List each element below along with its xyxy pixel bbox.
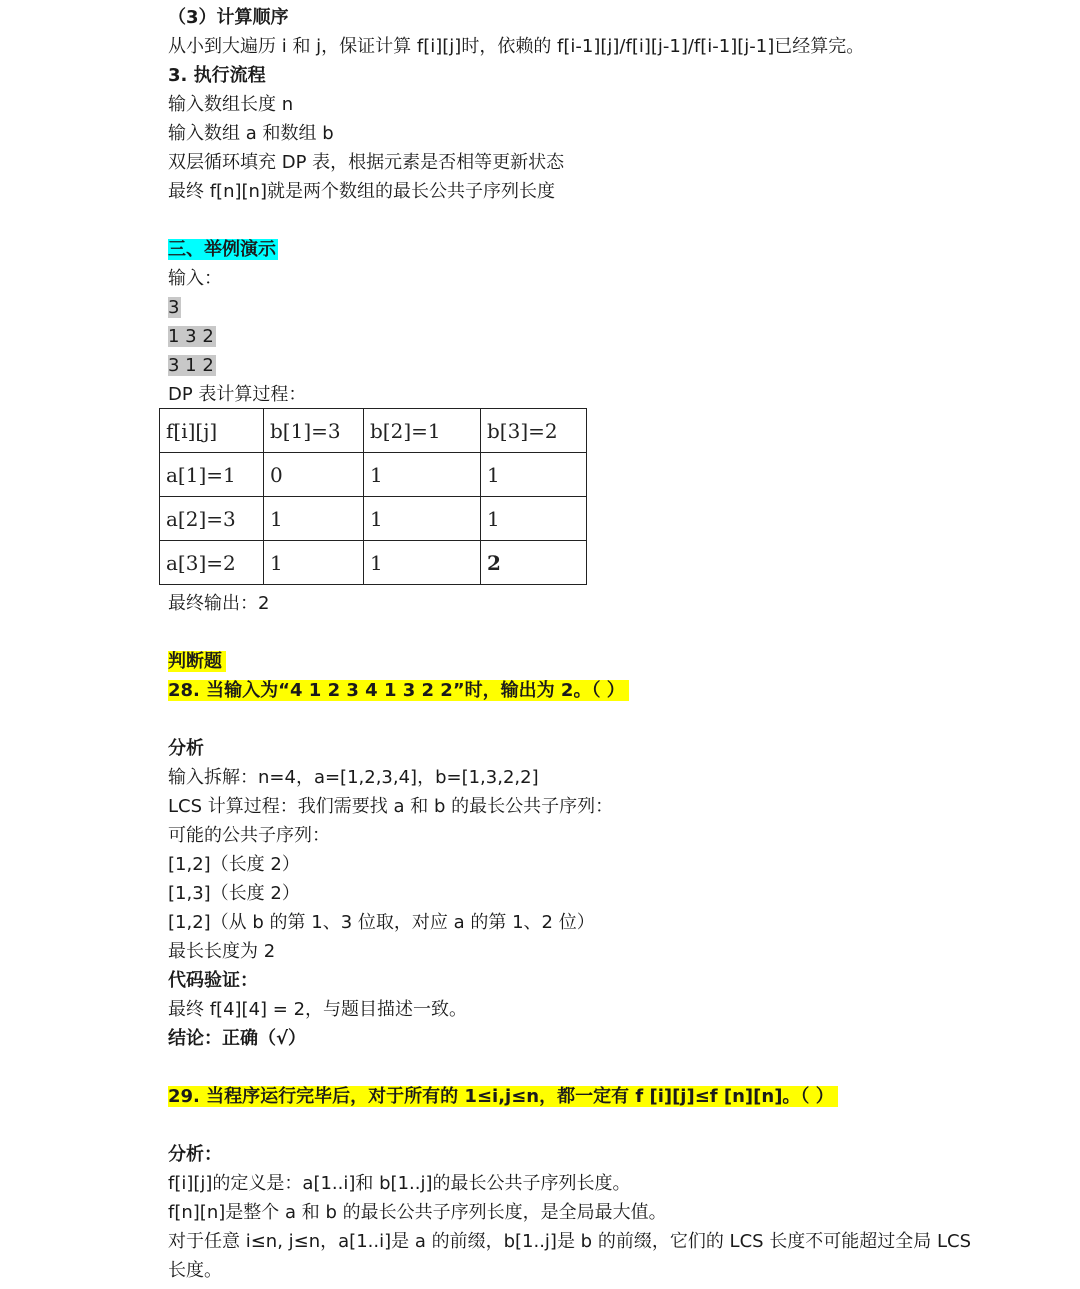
section-heading-judgement bbox=[168, 649, 226, 675]
paragraph-text: 可能的公共子序列： bbox=[168, 825, 330, 846]
paragraph-text: 输入： bbox=[168, 268, 222, 289]
heading-text: 分析 bbox=[168, 738, 204, 759]
paragraph-text: 长度。 bbox=[168, 1260, 222, 1281]
paragraph-text: [1,3]（长度 2） bbox=[168, 883, 300, 904]
table-cell: a[1]=1 bbox=[160, 453, 264, 497]
paragraph-line bbox=[168, 852, 300, 878]
paragraph-line bbox=[168, 34, 864, 60]
paragraph-text: [1,2]（从 b 的第 1、3 位取，对应 a 的第 1、2 位） bbox=[168, 912, 595, 933]
paragraph-text: f[n][n]是整个 a 和 b 的最长公共子序列长度，是全局最大值。 bbox=[168, 1202, 667, 1223]
input-sample-line bbox=[168, 324, 216, 350]
table-cell: 1 bbox=[481, 453, 587, 497]
paragraph-line bbox=[168, 179, 555, 205]
paragraph-text: LCS 计算过程：我们需要找 a 和 b 的最长公共子序列： bbox=[168, 796, 614, 817]
analysis-heading bbox=[168, 736, 204, 762]
final-output-text: 最终输出：2 bbox=[168, 593, 270, 614]
paragraph-line bbox=[168, 1229, 971, 1255]
paragraph-line bbox=[168, 1200, 667, 1226]
highlighted-heading: 判断题 bbox=[168, 651, 226, 672]
paragraph-line bbox=[168, 881, 300, 907]
paragraph-text: 输入拆解：n=4，a=[1,2,3,4]，b=[1,3,2,2] bbox=[168, 767, 539, 788]
paragraph-text: 最长长度为 2 bbox=[168, 941, 276, 962]
conclusion-line bbox=[168, 1026, 306, 1052]
section-heading-example bbox=[168, 237, 278, 263]
paragraph-text: 双层循环填充 DP 表，根据元素是否相等更新状态 bbox=[168, 152, 565, 173]
section-heading-calc-order bbox=[168, 5, 289, 31]
highlighted-heading: 三、举例演示 bbox=[168, 239, 276, 260]
paragraph-text: 从小到大遍历 i 和 j，保证计算 f[i][j]时，依赖的 f[i-1][j]/f[i][j-1]/f[i-1][j-1]已经算完。 bbox=[168, 36, 865, 57]
table-row bbox=[160, 541, 587, 585]
paragraph-line bbox=[168, 92, 293, 118]
table-header-cell: f[i][j] bbox=[160, 409, 264, 453]
paragraph-line bbox=[168, 591, 269, 617]
paragraph-line bbox=[168, 997, 467, 1023]
conclusion-text: 结论：正确（√） bbox=[168, 1028, 307, 1049]
table-header-cell: b[2]=1 bbox=[364, 409, 481, 453]
table-header-row bbox=[160, 409, 587, 453]
heading-text: 代码验证： bbox=[168, 970, 258, 991]
table-header-cell: b[1]=3 bbox=[264, 409, 364, 453]
table-cell: 1 bbox=[364, 541, 481, 585]
table-cell: 0 bbox=[264, 453, 364, 497]
table-cell: 1 bbox=[481, 497, 587, 541]
table-cell: a[2]=3 bbox=[160, 497, 264, 541]
table-cell: a[3]=2 bbox=[160, 541, 264, 585]
table-cell: 2 bbox=[481, 541, 587, 585]
input-sample-line bbox=[168, 353, 216, 379]
paragraph-text: 输入数组长度 n bbox=[168, 94, 294, 115]
paragraph-line bbox=[168, 823, 330, 849]
table-row bbox=[160, 453, 587, 497]
heading-text: 3. 执行流程 bbox=[168, 65, 266, 86]
paragraph-line bbox=[168, 794, 613, 820]
paragraph-line bbox=[168, 1171, 631, 1197]
paragraph-line bbox=[168, 765, 539, 791]
paragraph-line bbox=[168, 910, 595, 936]
table-cell: 1 bbox=[364, 497, 481, 541]
table-cell: 1 bbox=[264, 541, 364, 585]
paragraph-text: DP 表计算过程： bbox=[168, 384, 307, 405]
paragraph-text: 最终 f[4][4] = 2，与题目描述一致。 bbox=[168, 999, 468, 1020]
code-verification-heading bbox=[168, 968, 258, 994]
question-29 bbox=[168, 1084, 838, 1110]
analysis-heading bbox=[168, 1142, 222, 1168]
input-sample-text: 1 3 2 bbox=[168, 326, 214, 347]
paragraph-text: [1,2]（长度 2） bbox=[168, 854, 300, 875]
paragraph-text: 对于任意 i≤n, j≤n，a[1..i]是 a 的前缀，b[1..j]是 b 的前缀，它们的 LCS 长度不可能超过全局 LCS bbox=[168, 1231, 972, 1252]
dp-table bbox=[159, 408, 587, 585]
paragraph-line bbox=[168, 150, 564, 176]
heading-text: （3）计算顺序 bbox=[168, 7, 289, 28]
paragraph-line bbox=[168, 266, 222, 292]
input-sample-text: 3 1 2 bbox=[168, 355, 214, 376]
question-28 bbox=[168, 678, 629, 704]
paragraph-line bbox=[168, 1258, 222, 1284]
input-sample-line bbox=[168, 295, 181, 321]
paragraph-line bbox=[168, 121, 334, 147]
paragraph-text: 最终 f[n][n]就是两个数组的最长公共子序列长度 bbox=[168, 181, 555, 202]
question-text: 28. 当输入为“4 1 2 3 4 1 3 2 2”时，输出为 2。（ ） bbox=[168, 680, 629, 701]
question-text: 29. 当程序运行完毕后，对于所有的 1≤i,j≤n，都一定有 f [i][j]≤f [n][n]。（ ） bbox=[168, 1086, 838, 1107]
table-header-cell: b[3]=2 bbox=[481, 409, 587, 453]
input-sample-text: 3 bbox=[168, 297, 180, 318]
paragraph-line bbox=[168, 939, 275, 965]
heading-text: 分析： bbox=[168, 1144, 222, 1165]
paragraph-text: f[i][j]的定义是：a[1..i]和 b[1..j]的最长公共子序列长度。 bbox=[168, 1173, 631, 1194]
paragraph-text: 输入数组 a 和数组 b bbox=[168, 123, 334, 144]
table-cell: 1 bbox=[364, 453, 481, 497]
paragraph-line bbox=[168, 382, 306, 408]
table-cell: 1 bbox=[264, 497, 364, 541]
section-heading-exec-flow bbox=[168, 63, 266, 89]
table-row bbox=[160, 497, 587, 541]
